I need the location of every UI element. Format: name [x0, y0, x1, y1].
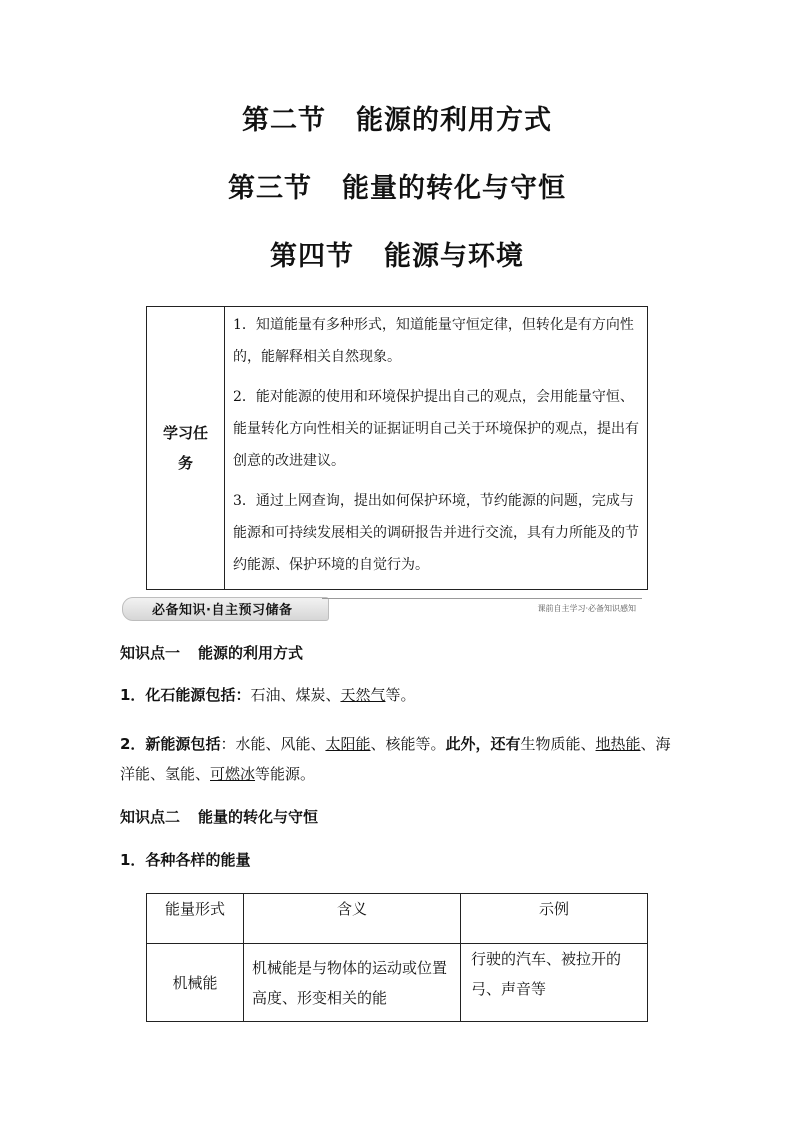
task-item-3: 3．通过上网查询，提出如何保护环境，节约能源的问题，完成与能源和可持续发展相关的调研报告并进行交流，具有力所能及的节约能源、保护环境的自觉行为。: [233, 493, 639, 573]
table-row: [147, 944, 648, 1022]
cell-example: 行驶的汽车、被拉开的弓、声音等: [461, 944, 648, 1022]
title-section-3-number: 第三节: [228, 173, 312, 204]
title-section-4-number: 第四节: [270, 241, 354, 272]
cell-form: 机械能: [147, 944, 244, 1022]
section-banner: [122, 597, 644, 623]
knowledge-point-1-heading: 知识点一 能源的利用方式: [120, 644, 304, 662]
banner-title: 必备知识·自主预习储备: [152, 603, 293, 618]
col-header-example: 示例: [461, 894, 648, 944]
learning-tasks-label: 学习任 务: [147, 307, 225, 590]
energy-forms-table: [146, 893, 648, 1022]
knowledge-point-2-heading: 知识点二 能量的转化与守恒: [120, 808, 319, 826]
title-section-4: [0, 234, 794, 273]
title-section-2: [0, 98, 794, 137]
learning-tasks-table: [146, 306, 648, 590]
col-header-meaning: 含义: [244, 894, 461, 944]
fossil-energy-line: 1．化石能源包括：石油、煤炭、天然气等。: [120, 686, 416, 704]
title-section-2-text: 能源的利用方式: [356, 105, 552, 136]
banner-divider: [322, 598, 642, 599]
banner-subtitle: 课前自主学习·必备知识感知: [537, 604, 636, 613]
cell-meaning: 机械能是与物体的运动或位置高度、形变相关的能: [244, 944, 461, 1022]
title-section-3: [0, 166, 794, 205]
title-section-4-text: 能源与环境: [384, 241, 524, 272]
task-item-2: 2．能对能源的使用和环境保护提出自己的观点，会用能量守恒、能量转化方向性相关的证据证明自己关于环境保护的观点，提出有创意的改进建议。: [233, 389, 639, 469]
title-section-3-text: 能量的转化与守恒: [342, 173, 566, 204]
col-header-form: 能量形式: [147, 894, 244, 944]
learning-tasks-body: [225, 307, 648, 590]
energy-types-heading: 1．各种各样的能量: [120, 851, 251, 869]
title-section-2-number: 第二节: [242, 105, 326, 136]
new-energy-paragraph: 2．新能源包括：水能、风能、太阳能、核能等。此外，还有生物质能、地热能、海洋能、氢能、可燃冰等能源。: [120, 735, 671, 783]
task-item-1: 1．知道能量有多种形式，知道能量守恒定律，但转化是有方向性的，能解释相关自然现象。: [233, 317, 634, 365]
